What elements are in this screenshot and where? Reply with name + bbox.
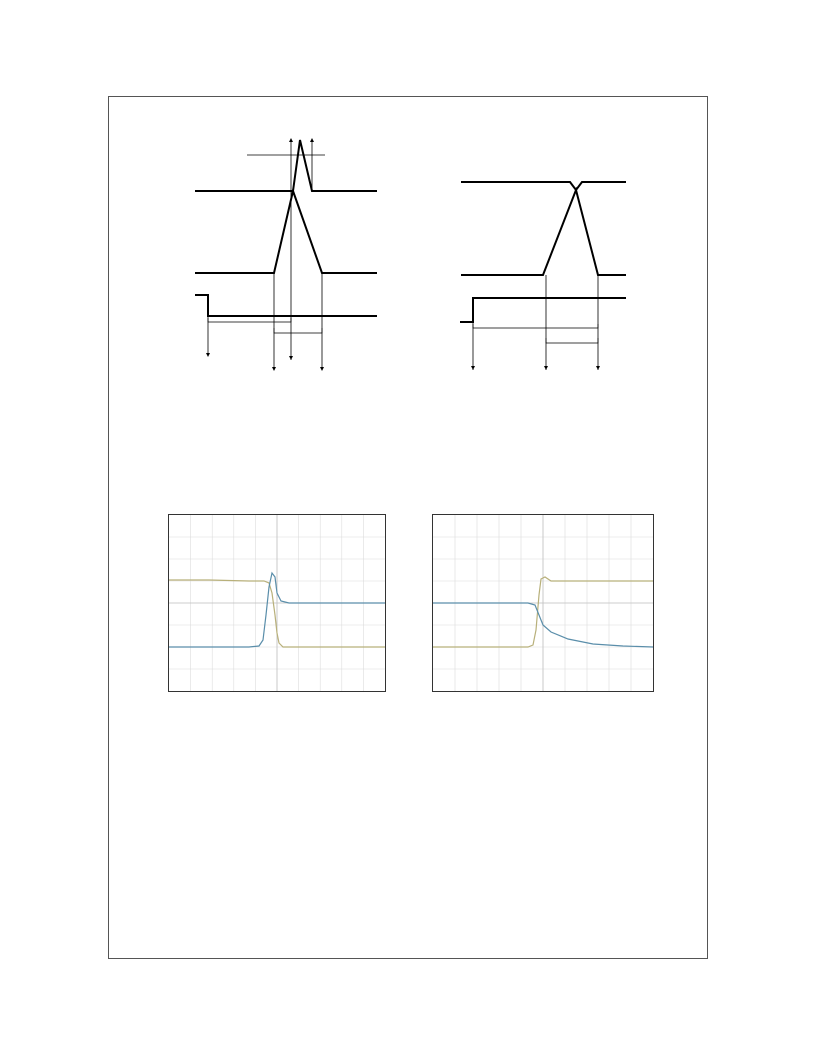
arrow-icon (596, 366, 600, 370)
interval-bracket (274, 328, 322, 333)
waveform-top (195, 140, 377, 191)
arrow-icon (289, 356, 293, 360)
timing-diagram-right (455, 170, 635, 375)
arrow-icon (272, 367, 276, 371)
arrow-icon (320, 367, 324, 371)
waveform-middle (461, 190, 626, 275)
waveform-top (461, 182, 626, 190)
timing-diagram-right-svg (455, 170, 635, 375)
arrow-icon (206, 353, 210, 357)
waveform-bottom (195, 295, 377, 316)
waveform-middle (195, 191, 377, 273)
interval-bracket (473, 324, 598, 328)
timing-diagram-left-svg (190, 135, 385, 375)
interval-bracket (546, 338, 598, 343)
arrow-icon (289, 138, 293, 142)
waveform-step (460, 298, 626, 322)
arrow-icon (544, 366, 548, 370)
interval-bracket (208, 318, 291, 322)
scope-capture-left-svg (169, 515, 385, 691)
scope-capture-left (168, 514, 386, 692)
scope-capture-right (432, 514, 654, 692)
timing-diagram-left (190, 135, 385, 375)
arrow-icon (310, 138, 314, 142)
scope-capture-right-svg (433, 515, 653, 691)
arrow-icon (471, 366, 475, 370)
